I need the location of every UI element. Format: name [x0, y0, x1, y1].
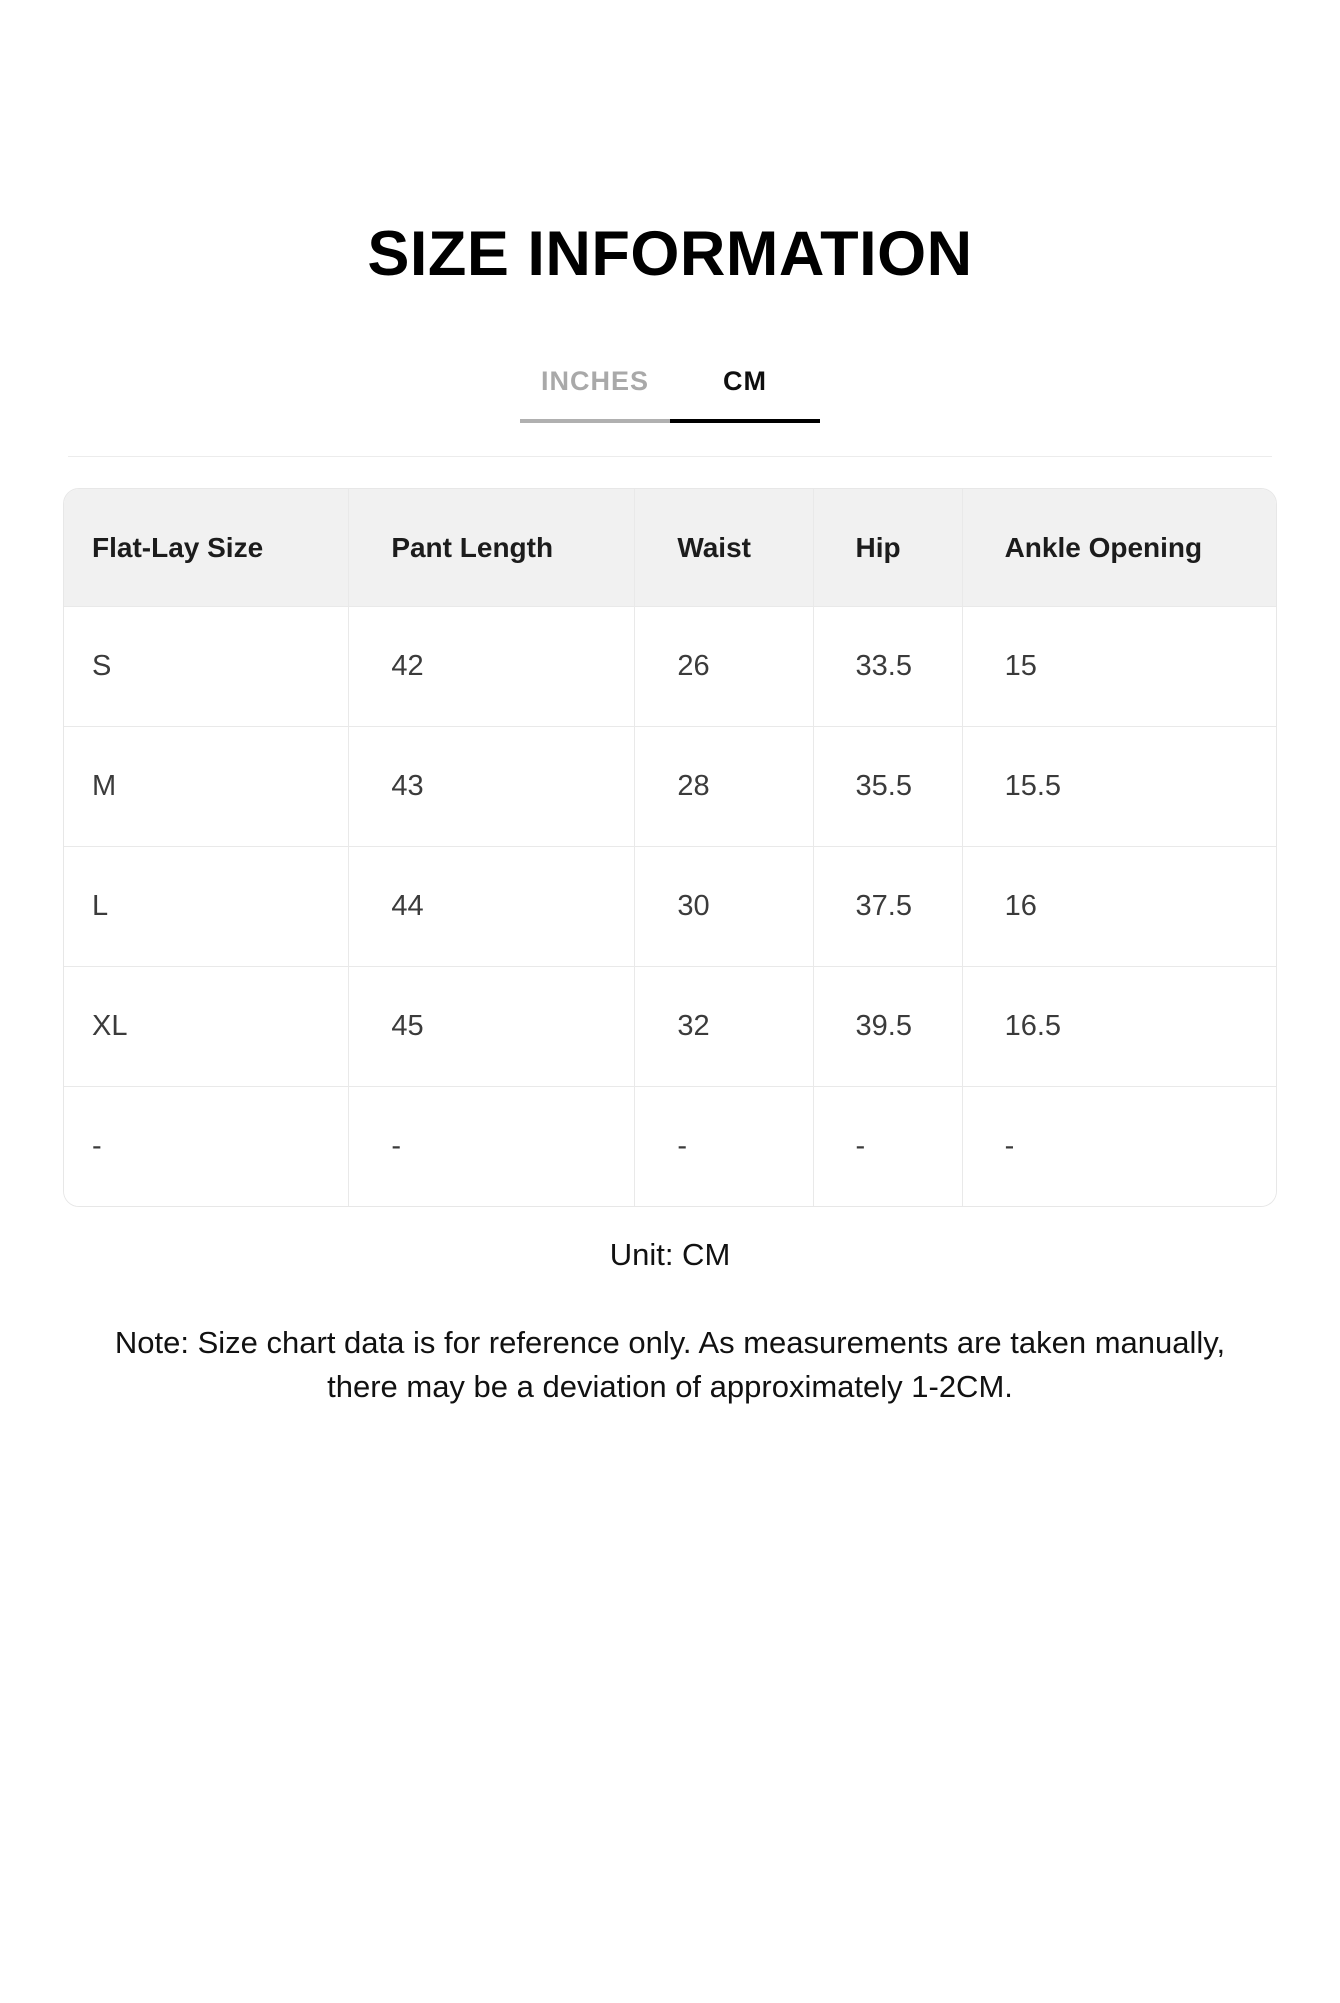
table-cell: 15	[962, 606, 1276, 726]
table-cell: 16	[962, 846, 1276, 966]
column-header-flat-lay-size: Flat-Lay Size	[64, 489, 349, 606]
section-divider	[68, 456, 1272, 457]
size-information-page	[0, 218, 1340, 2003]
table-row-s	[64, 606, 1276, 726]
column-header-ankle-opening: Ankle Opening	[962, 489, 1276, 606]
table-cell: 42	[349, 606, 635, 726]
table-row-m	[64, 726, 1276, 846]
table-cell: 26	[635, 606, 813, 726]
table-cell: -	[813, 1086, 962, 1206]
column-header-hip: Hip	[813, 489, 962, 606]
table-cell: 37.5	[813, 846, 962, 966]
table-cell: 43	[349, 726, 635, 846]
table-cell: 44	[349, 846, 635, 966]
table-cell: -	[635, 1086, 813, 1206]
table-cell: XL	[64, 966, 349, 1086]
table-cell: M	[64, 726, 349, 846]
table-cell: S	[64, 606, 349, 726]
table-cell: 35.5	[813, 726, 962, 846]
size-table-grid	[64, 489, 1276, 1206]
table-cell: L	[64, 846, 349, 966]
column-header-waist: Waist	[635, 489, 813, 606]
table-cell: -	[962, 1086, 1276, 1206]
size-table	[63, 488, 1277, 1207]
table-cell: -	[349, 1086, 635, 1206]
page-title: SIZE INFORMATION	[367, 219, 973, 289]
table-cell: 28	[635, 726, 813, 846]
table-cell: -	[64, 1086, 349, 1206]
table-cell: 16.5	[962, 966, 1276, 1086]
unit-tabs	[0, 366, 1340, 423]
table-cell: 39.5	[813, 966, 962, 1086]
table-row-xl	[64, 966, 1276, 1086]
reference-note	[0, 1321, 1340, 1409]
unit-label: Unit: CM	[609, 1237, 731, 1273]
reference-note-line2: there may be a deviation of approximately 1-2CM.	[327, 1369, 1013, 1405]
column-header-pant-length: Pant Length	[349, 489, 635, 606]
table-cell: 30	[635, 846, 813, 966]
reference-note-line1: Note: Size chart data is for reference only. As measurements are taken manually,	[114, 1325, 1226, 1361]
table-header-row	[64, 489, 1276, 606]
table-cell: 45	[349, 966, 635, 1086]
table-cell: 32	[635, 966, 813, 1086]
table-row-l	[64, 846, 1276, 966]
tab-inches[interactable]: INCHES	[520, 366, 670, 423]
table-cell: 15.5	[962, 726, 1276, 846]
table-row-empty	[64, 1086, 1276, 1206]
tab-cm[interactable]: CM	[670, 366, 820, 423]
table-cell: 33.5	[813, 606, 962, 726]
